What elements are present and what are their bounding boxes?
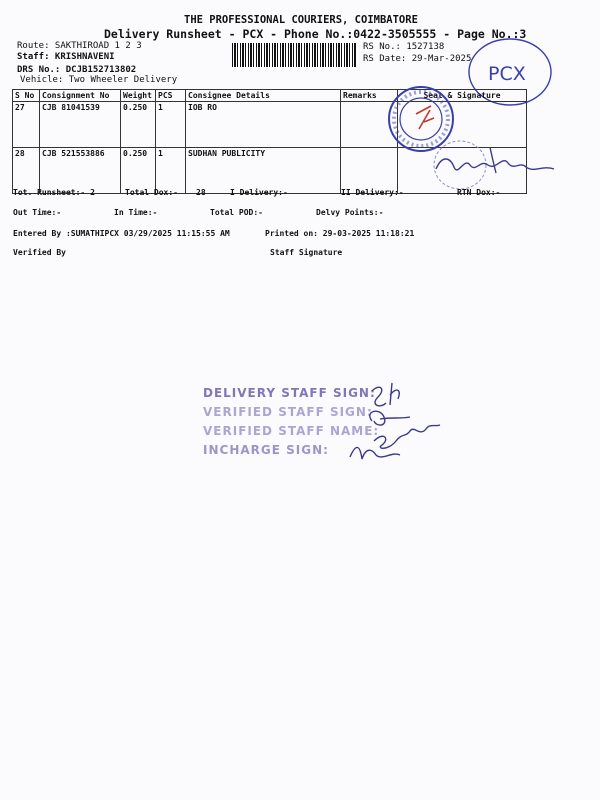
cell-consignee: IOB RO bbox=[186, 102, 341, 148]
drs-number: DRS No.: DCJB152713802 bbox=[17, 65, 137, 75]
out-time: Out Time:- bbox=[13, 208, 62, 217]
cell-pcs: 1 bbox=[156, 102, 186, 148]
rs-number: RS No.: 1527138 bbox=[363, 42, 445, 52]
col-sno: S No bbox=[13, 90, 40, 102]
col-weight: Weight bbox=[121, 90, 156, 102]
i-delivery: I Delivery:- bbox=[230, 188, 288, 197]
stamp-verified-sign: VERIFIED STAFF SIGN: bbox=[203, 405, 373, 419]
stamp-incharge: INCHARGE SIGN: bbox=[203, 443, 329, 457]
col-pcs: PCS bbox=[156, 90, 186, 102]
barcode bbox=[232, 43, 357, 67]
staff-label: Staff: KRISHNAVENI bbox=[17, 52, 115, 62]
total-dox-value: 28 bbox=[196, 188, 206, 197]
col-seal: Seal & Signature bbox=[398, 90, 527, 102]
pcx-stamp-text: PCX bbox=[488, 63, 526, 85]
vehicle-label: Vehicle: Two Wheeler Delivery bbox=[20, 75, 178, 85]
runsheet-subtitle: Delivery Runsheet - PCX - Phone No.:0422-3505555 - Page No.:3 bbox=[104, 27, 527, 41]
company-title: THE PROFESSIONAL COURIERS, COIMBATORE bbox=[184, 14, 418, 26]
cell-sno: 28 bbox=[13, 148, 40, 194]
cell-consignment: CJB 81041539 bbox=[40, 102, 121, 148]
entered-by: Entered By :SUMATHIPCX 03/29/2025 11:15:55 AM bbox=[13, 229, 230, 238]
ii-delivery: II Delivery:- bbox=[341, 188, 404, 197]
col-consignee: Consignee Details bbox=[186, 90, 341, 102]
stamp-signatures bbox=[340, 375, 490, 470]
stamp-delivery-staff: DELIVERY STAFF SIGN: bbox=[203, 386, 376, 400]
rtn-dox: RTN Dox:- bbox=[457, 188, 501, 197]
cell-consignment: CJB 521553886 bbox=[40, 148, 121, 194]
col-consignment: Consignment No bbox=[40, 90, 121, 102]
in-time: In Time:- bbox=[114, 208, 158, 217]
total-dox-label: Total Dox:- bbox=[125, 188, 178, 197]
cell-weight: 0.250 bbox=[121, 148, 156, 194]
col-remarks: Remarks bbox=[341, 90, 398, 102]
cell-pcs: 1 bbox=[156, 148, 186, 194]
cell-weight: 0.250 bbox=[121, 102, 156, 148]
cell-remarks bbox=[341, 148, 398, 194]
printed-on: Printed on: 29-03-2025 11:18:21 bbox=[265, 229, 415, 238]
verified-by: Verified By bbox=[13, 248, 66, 257]
cell-consignee: SUDHAN PUBLICITY bbox=[186, 148, 341, 194]
stamp-verified-name: VERIFIED STAFF NAME: bbox=[203, 424, 380, 438]
route-label: Route: SAKTHIROAD 1 2 3 bbox=[17, 41, 142, 51]
receiver-signature bbox=[430, 135, 560, 195]
rs-date: RS Date: 29-Mar-2025 bbox=[363, 54, 472, 64]
staff-signature: Staff Signature bbox=[270, 248, 343, 257]
cell-sno: 27 bbox=[13, 102, 40, 148]
delvy-points: Delvy Points:- bbox=[316, 208, 384, 217]
tot-runsheet: Tot. Runsheet:- 2 bbox=[13, 188, 95, 197]
total-pod: Total POD:- bbox=[210, 208, 263, 217]
